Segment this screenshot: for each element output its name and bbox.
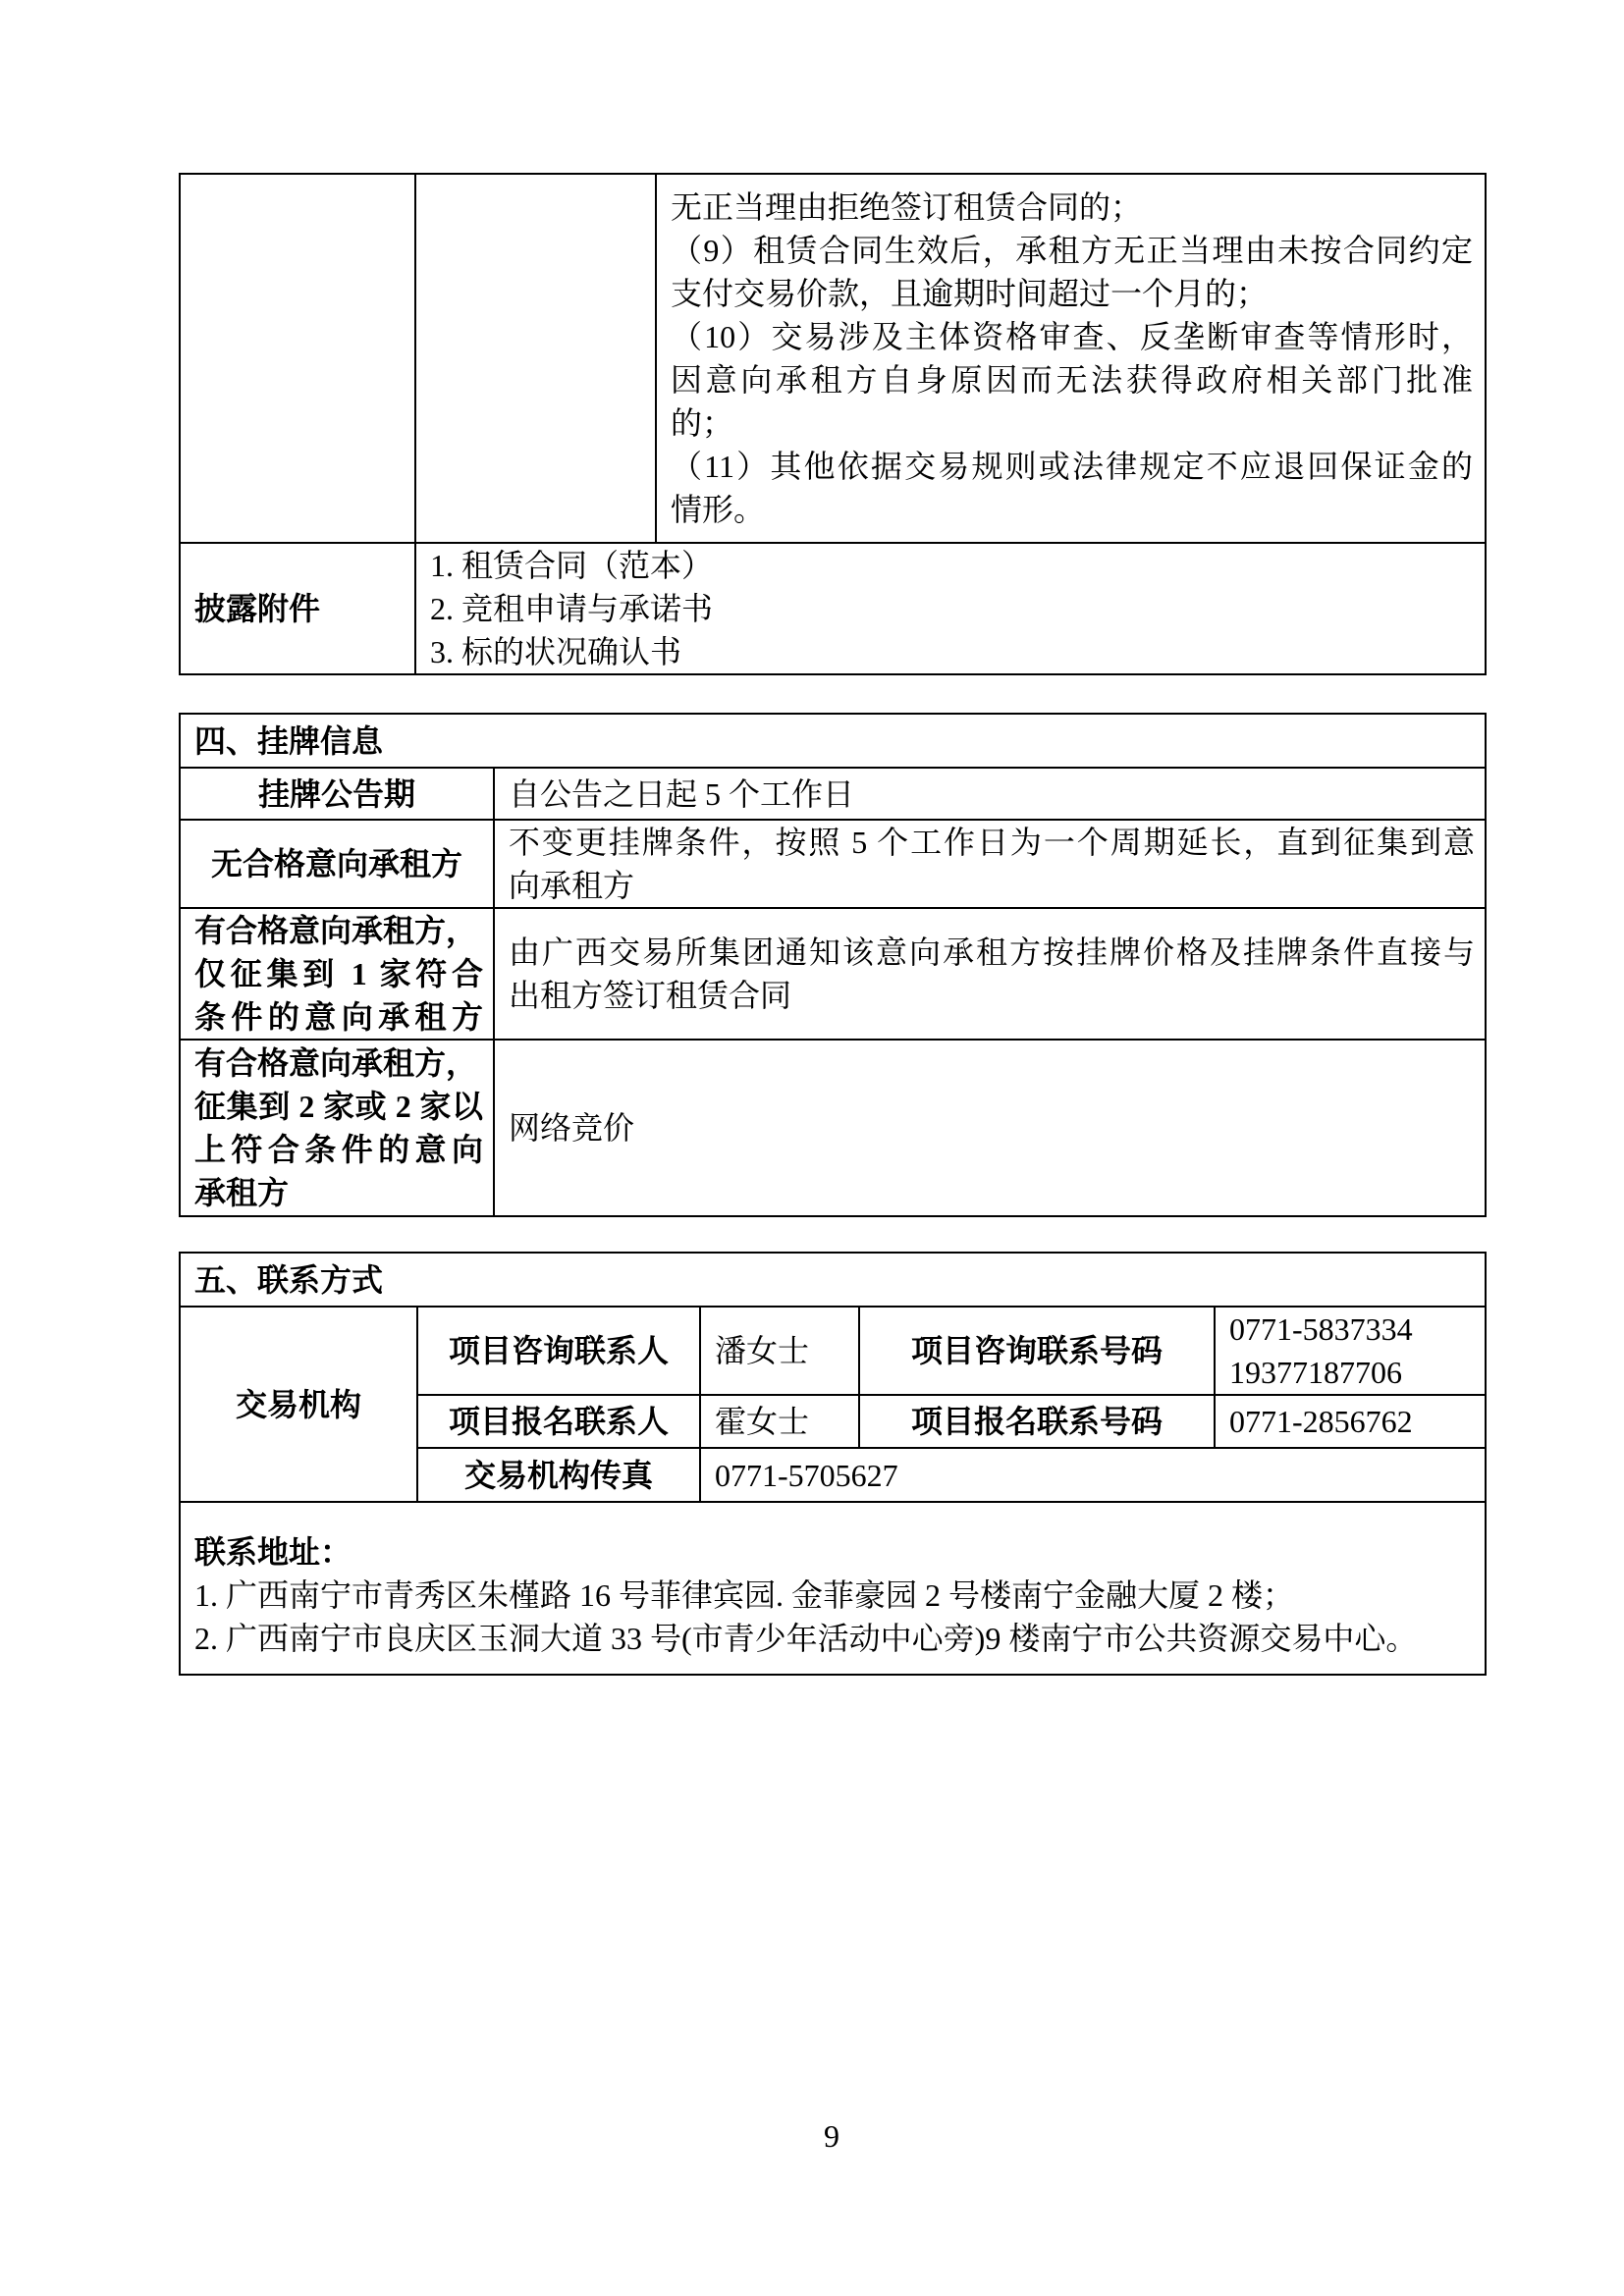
signup-phone-number: 0771-2856762 xyxy=(1215,1395,1486,1448)
section-title-contact-info: 五、联系方式 xyxy=(180,1253,1486,1307)
one-qualified-tenant-label xyxy=(180,908,494,1040)
signup-contact-label: 项目报名联系人 xyxy=(417,1395,700,1448)
table-row xyxy=(180,768,1486,820)
consult-phone-label: 项目咨询联系号码 xyxy=(859,1307,1215,1395)
text-line: 承租方 xyxy=(194,1175,290,1210)
multiple-qualified-tenants-value: 网络竞价 xyxy=(494,1040,1486,1216)
attachment-item: 3. 标的状况确认书 xyxy=(430,634,682,669)
table-row xyxy=(180,1040,1486,1216)
multiple-qualified-tenants-label xyxy=(180,1040,494,1216)
table-row xyxy=(180,1502,1486,1675)
disclosure-attachments-cell xyxy=(415,543,1486,674)
text-line: 支付交易价款，且逾期时间超过一个月的； xyxy=(671,276,1269,311)
text-line: （9）租赁合同生效后，承租方无正当理由未按合同约定 xyxy=(671,233,1473,268)
text-line: （10）交易涉及主体资格审查、反垄断审查等情形时， xyxy=(671,319,1473,354)
text-line: 无正当理由拒绝签订租赁合同的； xyxy=(671,189,1143,225)
consult-contact-name: 潘女士 xyxy=(700,1307,859,1395)
table-deposit-continuation xyxy=(179,173,1487,675)
text-line: 出租方签订租赁合同 xyxy=(509,978,792,1013)
table-row xyxy=(180,543,1486,674)
text-line: 不变更挂牌条件，按照 5 个工作日为一个周期延长，直到征集到意 xyxy=(509,825,1476,860)
page-number: 9 xyxy=(824,2118,839,2154)
attachment-item: 1. 租赁合同（范本） xyxy=(430,548,714,583)
text-line: 征集到 2 家或 2 家以 xyxy=(194,1089,483,1124)
text-line: 仅征集到 1 家符合 xyxy=(194,956,483,991)
table-contact-info xyxy=(179,1252,1487,1676)
text-line: 有合格意向承租方， xyxy=(194,913,478,948)
table-row xyxy=(180,908,1486,1040)
consult-phone-numbers xyxy=(1215,1307,1486,1395)
contact-address-item: 1. 广西南宁市青秀区朱槿路 16 号菲律宾园. 金菲豪园 2 号楼南宁金融大厦 2 楼； xyxy=(194,1577,1295,1613)
text-line: 上符合条件的意向 xyxy=(194,1132,483,1167)
fax-number: 0771-5705627 xyxy=(700,1448,1486,1502)
text-line: 有合格意向承租方， xyxy=(194,1045,478,1081)
deposit-terms-cell xyxy=(656,174,1486,543)
listing-period-value: 自公告之日起 5 个工作日 xyxy=(494,768,1486,820)
listing-period-label: 挂牌公告期 xyxy=(180,768,494,820)
consult-contact-label: 项目咨询联系人 xyxy=(417,1307,700,1395)
table-listing-info xyxy=(179,713,1487,1217)
disclosure-attachments-label: 披露附件 xyxy=(180,543,415,674)
no-qualified-tenant-value xyxy=(494,820,1486,908)
trading-institution-label: 交易机构 xyxy=(180,1307,417,1502)
no-qualified-tenant-label: 无合格意向承租方 xyxy=(180,820,494,908)
text-line: 的； xyxy=(671,405,734,441)
section-title-listing-info: 四、挂牌信息 xyxy=(180,714,1486,768)
table-row xyxy=(180,820,1486,908)
empty-cell xyxy=(180,174,415,543)
table-row xyxy=(180,1307,1486,1395)
phone-number: 0771-5837334 xyxy=(1229,1311,1413,1347)
text-line: （11）其他依据交易规则或法律规定不应退回保证金的 xyxy=(671,449,1473,484)
text-line: 情形。 xyxy=(671,492,766,527)
table-row xyxy=(180,714,1486,768)
text-line: 由广西交易所集团通知该意向承租方按挂牌价格及挂牌条件直接与 xyxy=(509,934,1476,970)
contact-address-cell xyxy=(180,1502,1486,1675)
contact-address-item: 2. 广西南宁市良庆区玉洞大道 33 号(市青少年活动中心旁)9 楼南宁市公共资源交易中心。 xyxy=(194,1621,1418,1656)
signup-phone-label: 项目报名联系号码 xyxy=(859,1395,1215,1448)
table-row xyxy=(180,174,1486,543)
contact-address-title: 联系地址： xyxy=(194,1534,352,1570)
signup-contact-name: 霍女士 xyxy=(700,1395,859,1448)
text-line: 向承租方 xyxy=(509,868,635,903)
empty-cell xyxy=(415,174,656,543)
text-line: 条件的意向承租方 xyxy=(194,999,483,1035)
table-row xyxy=(180,1253,1486,1307)
one-qualified-tenant-value xyxy=(494,908,1486,1040)
fax-label: 交易机构传真 xyxy=(417,1448,700,1502)
attachment-item: 2. 竞租申请与承诺书 xyxy=(430,591,714,626)
text-line: 因意向承租方自身原因而无法获得政府相关部门批准 xyxy=(671,362,1473,398)
phone-number: 19377187706 xyxy=(1229,1355,1402,1390)
